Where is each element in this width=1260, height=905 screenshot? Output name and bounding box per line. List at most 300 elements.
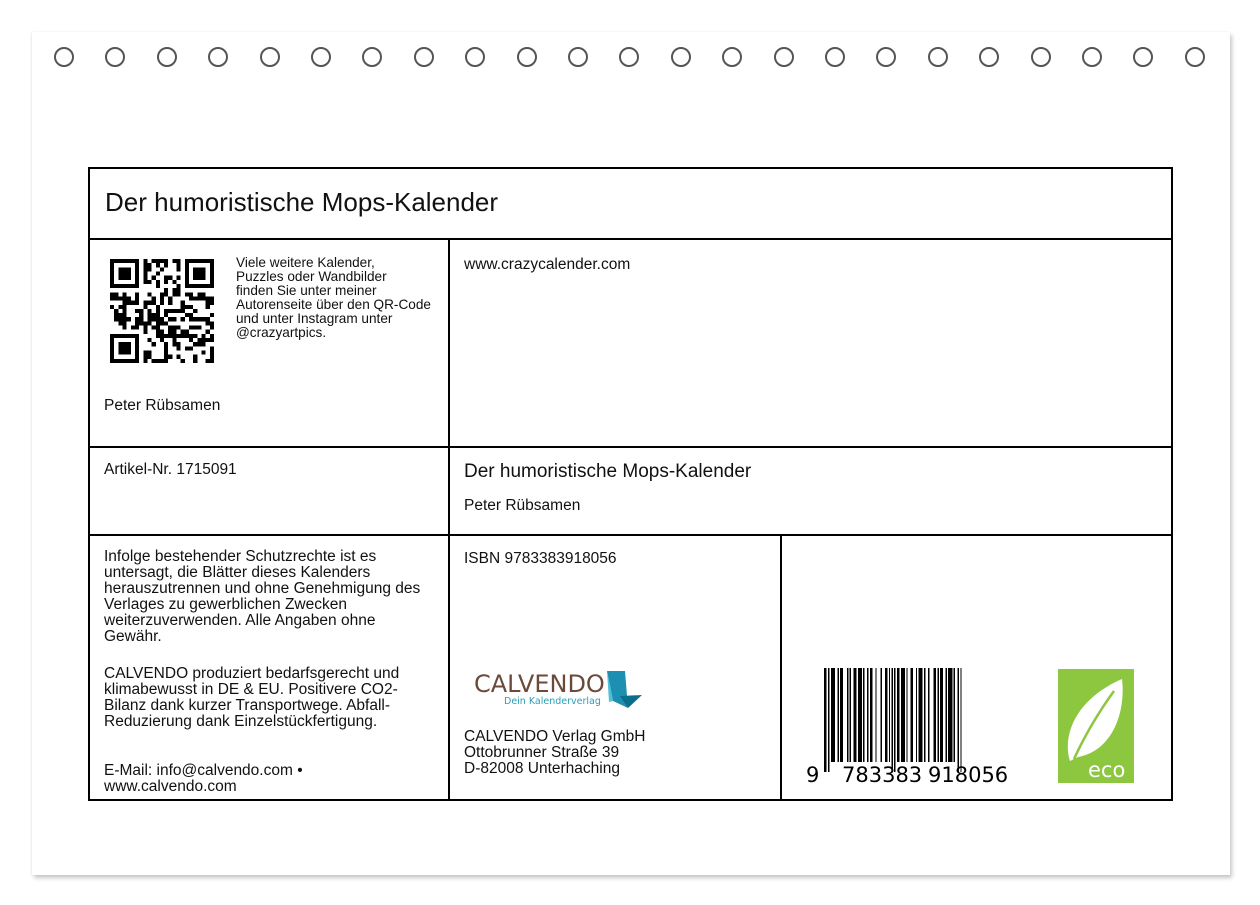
qr-module — [210, 321, 214, 325]
qr-module — [143, 351, 147, 355]
qr-module — [118, 296, 122, 300]
qr-module — [168, 334, 172, 338]
qr-module — [147, 263, 151, 267]
barcode-icon — [806, 668, 1012, 788]
binding-ring — [928, 47, 948, 67]
qr-module — [143, 330, 147, 334]
website-link[interactable]: www.crazycalender.com — [464, 256, 631, 273]
barcode-bar — [894, 668, 895, 772]
qr-module — [143, 280, 147, 284]
barcode-bar — [840, 668, 843, 762]
qr-module — [172, 330, 176, 334]
binding-ring — [671, 47, 691, 67]
binding-ring — [157, 47, 177, 67]
qr-module — [202, 338, 206, 342]
qr-module — [152, 301, 156, 305]
qr-module — [210, 338, 214, 342]
qr-finder — [185, 259, 189, 288]
binding-ring — [414, 47, 434, 67]
qr-finder — [118, 342, 130, 354]
binding-ring — [1133, 47, 1153, 67]
barcode-bar — [854, 668, 857, 762]
qr-module — [122, 313, 126, 317]
binding-ring — [876, 47, 896, 67]
qr-module — [164, 309, 168, 313]
binding-ring — [1185, 47, 1205, 67]
qr-module — [197, 338, 201, 342]
qr-module — [189, 317, 193, 321]
binding-ring — [311, 47, 331, 67]
qr-module — [210, 301, 214, 305]
qr-module — [177, 334, 181, 338]
qr-module — [185, 346, 189, 350]
qr-module — [156, 305, 160, 309]
barcode-bar — [881, 668, 882, 762]
binding-ring — [1082, 47, 1102, 67]
qr-module — [177, 259, 181, 263]
qr-module — [197, 317, 201, 321]
qr-module — [172, 317, 176, 321]
qr-module — [122, 305, 126, 309]
qr-module — [143, 267, 147, 271]
qr-module — [143, 301, 147, 305]
qr-module — [122, 321, 126, 325]
barcode-digit-first: 9 — [806, 763, 820, 787]
qr-finder — [110, 284, 139, 288]
isbn-number: ISBN 9783383918056 — [464, 550, 617, 567]
barcode-bar — [940, 668, 943, 762]
qr-module — [152, 359, 156, 363]
binding-ring — [465, 47, 485, 67]
qr-module — [177, 355, 181, 359]
qr-module — [202, 292, 206, 296]
barcode-bar — [910, 668, 913, 762]
qr-module — [185, 334, 189, 338]
qr-module — [114, 292, 118, 296]
barcode-bar — [928, 668, 929, 762]
qr-module — [189, 338, 193, 342]
qr-module — [160, 317, 164, 321]
qr-module — [152, 326, 156, 330]
qr-module — [156, 271, 160, 275]
article-number: Artikel-Nr. 1715091 — [104, 461, 237, 478]
qr-module — [202, 317, 206, 321]
qr-module — [143, 305, 147, 309]
qr-module — [193, 326, 197, 330]
eco-label: eco — [1088, 758, 1126, 782]
qr-module — [152, 276, 156, 280]
qr-module — [164, 288, 168, 292]
qr-module — [143, 263, 147, 267]
binding-ring — [54, 47, 74, 67]
binding-ring — [619, 47, 639, 67]
qr-module — [168, 296, 172, 300]
qr-module — [181, 305, 185, 309]
qr-module — [160, 330, 164, 334]
qr-module — [164, 342, 168, 346]
qr-module — [181, 309, 185, 313]
qr-module — [160, 267, 164, 271]
eco-badge — [1058, 669, 1134, 783]
qr-module — [147, 301, 151, 305]
qr-module — [152, 313, 156, 317]
binding-ring — [774, 47, 794, 67]
qr-module — [135, 301, 139, 305]
barcode-bar — [858, 668, 862, 762]
qr-module — [156, 326, 160, 330]
qr-module — [164, 359, 168, 363]
qr-module — [110, 292, 114, 296]
qr-module — [185, 305, 189, 309]
barcode-bar — [875, 668, 876, 762]
qr-module — [210, 334, 214, 338]
barcode-bar — [838, 668, 839, 762]
qr-module — [164, 276, 168, 280]
page-title: Der humoristische Mops-Kalender — [105, 187, 499, 217]
qr-module — [172, 334, 176, 338]
qr-module — [156, 263, 160, 267]
qr-module — [143, 359, 147, 363]
qr-module — [160, 321, 164, 325]
qr-module — [147, 351, 151, 355]
qr-module — [193, 296, 197, 300]
qr-module — [122, 309, 126, 313]
qr-module — [210, 351, 214, 355]
qr-module — [193, 355, 197, 359]
qr-module — [177, 267, 181, 271]
qr-module — [206, 301, 210, 305]
barcode-bar — [916, 668, 917, 762]
binding-ring — [1031, 47, 1051, 67]
qr-module — [177, 288, 181, 292]
binding-ring — [722, 47, 742, 67]
qr-module — [172, 338, 176, 342]
product-title: Der humoristische Mops-Kalender — [464, 461, 752, 482]
barcode-bar — [824, 668, 827, 772]
qr-finder — [185, 259, 214, 263]
qr-module — [210, 296, 214, 300]
qr-module — [206, 317, 210, 321]
binding-ring — [362, 47, 382, 67]
qr-module — [172, 292, 176, 296]
qr-module — [127, 317, 131, 321]
qr-module — [193, 342, 197, 346]
barcode-bar — [958, 668, 959, 772]
qr-module — [122, 292, 126, 296]
qr-module — [122, 317, 126, 321]
qr-module — [172, 259, 176, 263]
publisher-address: CALVENDO Verlag GmbH Ottobrunner Straße 39 D-82008 Unterhaching — [464, 728, 646, 777]
qr-module — [156, 330, 160, 334]
contact-info: E-Mail: info@calvendo.com • www.calvendo.com — [104, 762, 303, 795]
qr-module — [168, 276, 172, 280]
production-notice: CALVENDO produziert bedarfsgerecht und klimabewusst in DE & EU. Positivere CO2- Bilanz dank kurzer Transportwege. Abfall- Reduzierung dank Einzelstückfertigung. — [104, 665, 400, 730]
barcode-digits-group1: 783383 — [842, 763, 923, 787]
qr-module — [139, 321, 143, 325]
qr-module — [135, 296, 139, 300]
qr-module — [172, 280, 176, 284]
qr-module — [147, 338, 151, 342]
product-author: Peter Rübsamen — [464, 497, 581, 514]
binding-ring — [568, 47, 588, 67]
qr-module — [152, 342, 156, 346]
qr-module — [122, 326, 126, 330]
qr-module — [147, 317, 151, 321]
qr-module — [210, 355, 214, 359]
qr-module — [181, 301, 185, 305]
qr-module — [147, 321, 151, 325]
qr-module — [152, 259, 156, 263]
qr-module — [181, 359, 185, 363]
qr-module — [172, 326, 176, 330]
qr-module — [164, 263, 168, 267]
qr-module — [156, 259, 160, 263]
qr-module — [135, 326, 139, 330]
qr-module — [147, 267, 151, 271]
qr-module — [206, 321, 210, 325]
qr-module — [202, 342, 206, 346]
qr-module — [164, 313, 168, 317]
qr-module — [202, 351, 206, 355]
qr-module — [160, 334, 164, 338]
qr-module — [147, 313, 151, 317]
qr-module — [110, 296, 114, 300]
qr-module — [160, 292, 164, 296]
qr-module — [177, 263, 181, 267]
qr-module — [118, 305, 122, 309]
qr-module — [172, 309, 176, 313]
qr-module — [168, 326, 172, 330]
barcode-bar — [946, 668, 947, 762]
qr-module — [135, 317, 139, 321]
binding-ring — [105, 47, 125, 67]
barcode-bar — [897, 668, 900, 762]
logo-tagline: Dein Kalenderverlag — [504, 696, 601, 707]
qr-module — [139, 313, 143, 317]
qr-module — [143, 326, 147, 330]
qr-module — [177, 292, 181, 296]
qr-module — [181, 330, 185, 334]
qr-module — [114, 317, 118, 321]
qr-module — [193, 317, 197, 321]
qr-module — [156, 313, 160, 317]
qr-finder — [110, 259, 114, 288]
qr-module — [168, 330, 172, 334]
qr-module — [181, 317, 185, 321]
qr-module — [156, 309, 160, 313]
qr-code-icon — [110, 259, 214, 363]
qr-module — [189, 326, 193, 330]
barcode-digits-group2: 918056 — [928, 763, 1009, 787]
qr-module — [164, 280, 168, 284]
product-panel — [448, 446, 1173, 536]
qr-module — [189, 296, 193, 300]
qr-module — [172, 288, 176, 292]
qr-module — [168, 301, 172, 305]
barcode-bar — [954, 668, 955, 762]
barcode-bar — [937, 668, 938, 762]
qr-module — [206, 296, 210, 300]
qr-finder — [135, 334, 139, 363]
qr-module — [139, 309, 143, 313]
qr-module — [197, 292, 201, 296]
qr-module — [139, 317, 143, 321]
binding-ring — [517, 47, 537, 67]
qr-module — [164, 355, 168, 359]
legal-notice: Infolge bestehender Schutzrechte ist es untersagt, die Blätter dieses Kalenders herauszutrennen und ohne Genehmigung des Verlages zu gewerblichen Zwecken weiterzuverwenden. Alle Angaben ohne Gewähr. — [104, 548, 421, 645]
qr-module — [164, 321, 168, 325]
barcode-bar — [889, 668, 890, 762]
qr-module — [185, 313, 189, 317]
qr-module — [160, 301, 164, 305]
qr-module — [206, 330, 210, 334]
qr-module — [177, 342, 181, 346]
qr-module — [135, 292, 139, 296]
qr-finder — [110, 259, 139, 263]
qr-module — [156, 317, 160, 321]
qr-module — [143, 259, 147, 263]
qr-finder — [185, 284, 214, 288]
binding-ring — [260, 47, 280, 67]
qr-module — [160, 296, 164, 300]
qr-module — [135, 309, 139, 313]
qr-module — [156, 280, 160, 284]
author-name: Peter Rübsamen — [104, 397, 221, 414]
qr-module — [152, 317, 156, 321]
barcode-bar — [892, 668, 893, 772]
barcode-bar — [867, 668, 868, 762]
qr-module — [156, 284, 160, 288]
qr-module — [160, 359, 164, 363]
qr-module — [189, 305, 193, 309]
qr-module — [143, 276, 147, 280]
qr-module — [164, 346, 168, 350]
qr-module — [160, 259, 164, 263]
qr-module — [143, 271, 147, 275]
barcode-bar — [901, 668, 905, 762]
binding-ring — [979, 47, 999, 67]
barcode-bar — [885, 668, 888, 762]
qr-finder — [193, 267, 205, 279]
qr-finder — [135, 259, 139, 288]
qr-module — [168, 355, 172, 359]
qr-module — [177, 276, 181, 280]
qr-module — [193, 309, 197, 313]
qr-module — [177, 346, 181, 350]
qr-module — [147, 355, 151, 359]
qr-module — [164, 259, 168, 263]
qr-module — [147, 309, 151, 313]
qr-module — [189, 334, 193, 338]
qr-module — [177, 309, 181, 313]
qr-module — [160, 338, 164, 342]
qr-module — [197, 296, 201, 300]
article-panel — [88, 446, 450, 536]
barcode-bar — [831, 668, 835, 762]
qr-module — [197, 342, 201, 346]
qr-module — [210, 313, 214, 317]
qr-module — [143, 321, 147, 325]
barcode-bar — [847, 668, 848, 762]
barcode-bar — [924, 668, 925, 762]
qr-module — [172, 342, 176, 346]
qr-module — [143, 355, 147, 359]
qr-module — [185, 330, 189, 334]
qr-module — [122, 301, 126, 305]
qr-module — [189, 346, 193, 350]
qr-module — [206, 338, 210, 342]
qr-module — [131, 301, 135, 305]
barcode-bar — [933, 668, 936, 762]
barcode-bar — [850, 668, 851, 762]
qr-module — [168, 309, 172, 313]
qr-finder — [110, 334, 139, 338]
qr-module — [127, 301, 131, 305]
logo-wordmark: CALVENDO — [474, 670, 605, 698]
barcode-bar — [906, 668, 907, 762]
qr-module — [181, 334, 185, 338]
binding-rings — [32, 32, 1230, 92]
qr-module — [177, 284, 181, 288]
qr-module — [197, 326, 201, 330]
qr-module — [118, 321, 122, 325]
qr-finder — [110, 334, 114, 363]
author-promo-text: Viele weitere Kalender, Puzzles oder Wandbilder finden Sie unter meiner Autorenseite über den QR-Code und unter Instagram unter @crazyartpics. — [236, 255, 431, 340]
qr-module — [185, 292, 189, 296]
qr-module — [114, 313, 118, 317]
qr-module — [202, 296, 206, 300]
qr-module — [131, 326, 135, 330]
qr-finder — [110, 359, 139, 363]
qr-module — [177, 326, 181, 330]
barcode-bar — [948, 668, 952, 762]
qr-module — [114, 309, 118, 313]
qr-module — [156, 334, 160, 338]
qr-module — [164, 351, 168, 355]
qr-module — [147, 280, 151, 284]
qr-module — [114, 296, 118, 300]
qr-module — [118, 317, 122, 321]
qr-module — [210, 346, 214, 350]
binding-ring — [825, 47, 845, 67]
qr-module — [210, 359, 214, 363]
barcode-bar — [863, 668, 864, 762]
qr-module — [210, 326, 214, 330]
qr-finder — [210, 259, 214, 288]
qr-module — [156, 321, 160, 325]
qr-finder — [118, 267, 130, 279]
barcode-bar — [870, 668, 873, 762]
qr-module — [164, 334, 168, 338]
barcode-bar — [828, 668, 829, 772]
qr-module — [152, 296, 156, 300]
qr-module — [189, 313, 193, 317]
binding-ring — [208, 47, 228, 67]
qr-module — [122, 296, 126, 300]
qr-module — [193, 359, 197, 363]
barcode-bar — [919, 668, 923, 762]
qr-module — [135, 321, 139, 325]
qr-module — [168, 317, 172, 321]
qr-module — [202, 334, 206, 338]
qr-module — [206, 359, 210, 363]
qr-module — [118, 313, 122, 317]
qr-module — [127, 296, 131, 300]
barcode-bar — [960, 668, 961, 772]
qr-module — [193, 334, 197, 338]
calvendo-logo — [472, 668, 647, 712]
qr-module — [189, 292, 193, 296]
